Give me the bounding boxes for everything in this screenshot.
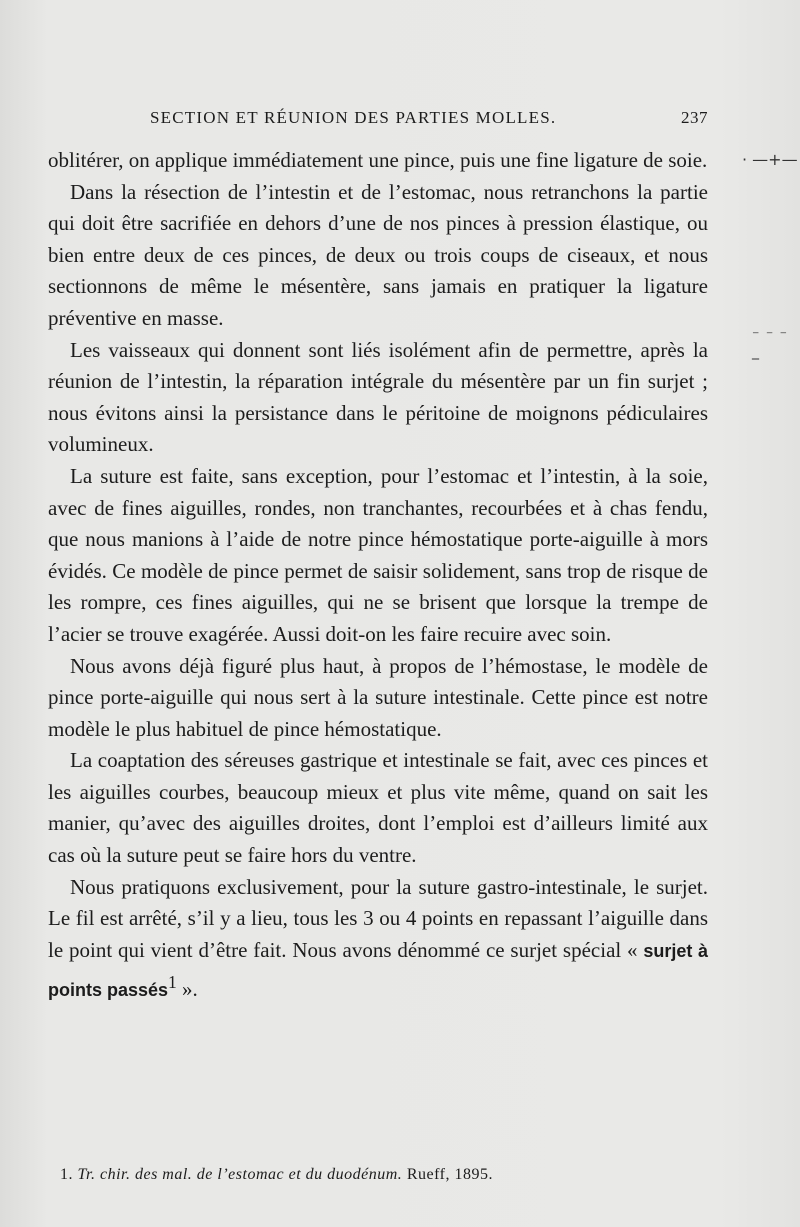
footnote-title: Tr. chir. des mal. de l’estomac et du duodénum.	[77, 1166, 403, 1183]
footnote-reference: 1	[168, 972, 177, 993]
paragraph: oblitérer, on applique immédiatement une pince, puis une fine ligature de soie.	[48, 148, 708, 172]
paragraph: Les vaisseaux qui donnent sont liés isolément afin de permettre, après la réunion de l’intestin, la réparation intégrale du mésentère par un fin surjet ; nous évitons ainsi la persistance dans le péritoine de moignons pédiculaires volumineux.	[48, 337, 708, 457]
paragraph-last	[48, 872, 708, 1007]
margin-annotation-mark: · —+—	[742, 150, 798, 169]
margin-annotation-mark: ⁻ ⁻ ⁻ _	[752, 328, 789, 360]
paragraph: Nous avons déjà figuré plus haut, à propos de l’hémostase, le modèle de pince porte-aiguille qui nous sert à la suture intestinale. Cette pince est notre modèle le plus habituel de pince hémostatique.	[48, 653, 708, 741]
paragraph: La suture est faite, sans exception, pour l’estomac et l’intestin, à la soie, avec de fines aiguilles, rondes, non tranchantes, recourbées et à chas fendu, que nous manions à l’aide de notre pince hémostatique porte-aiguille à mors évidés. Ce modèle de pince permet de saisir solidement, sans trop de risque de les rompre, ces fines aiguilles, qui ne se brisent que lorsque la trempe de l’acier se trouve exagérée. Aussi doit-on les faire recuire avec soin.	[48, 463, 708, 646]
paragraph: Dans la résection de l’intestin et de l’estomac, nous retranchons la partie qui doit être sacrifiée en dehors d’une de nos pinces à pression élastique, ou bien entre deux de ces pinces, de deux ou trois coups de ciseaux, et nous sectionnons de même le mésentère, sans jamais en pratiquer la ligature préventive en masse.	[48, 179, 708, 330]
paragraph: La coaptation des séreuses gastrique et intestinale se fait, avec ces pinces et les aiguilles courbes, beaucoup mieux et plus vite même, quand on sait les manier, qu’avec des aiguilles droites, dont l’emploi est d’ailleurs limité aux cas où la suture peut se faire hors du ventre.	[48, 748, 708, 868]
footnote-publisher: Rueff, 1895.	[406, 1166, 493, 1183]
running-title: SECTION ET RÉUNION DES PARTIES MOLLES.	[150, 108, 557, 127]
paragraph-text: Nous pratiquons exclusivement, pour la suture gastro-intestinale, le surjet. Le fil est arrêté, s’il y a lieu, tous les 3 ou 4 points en repassant l’aiguille dans le point qui vient d’être fait. Nous avons dénommé ce surjet spécial «	[48, 874, 708, 962]
body-text	[48, 145, 708, 1007]
technique-term: surjet à points passés	[48, 940, 708, 1001]
footnote-number: 1.	[60, 1166, 73, 1183]
page-header	[150, 108, 708, 138]
footnote	[60, 1166, 700, 1184]
paragraph-text-end: ».	[176, 977, 198, 1002]
page-number: 237	[681, 108, 708, 127]
